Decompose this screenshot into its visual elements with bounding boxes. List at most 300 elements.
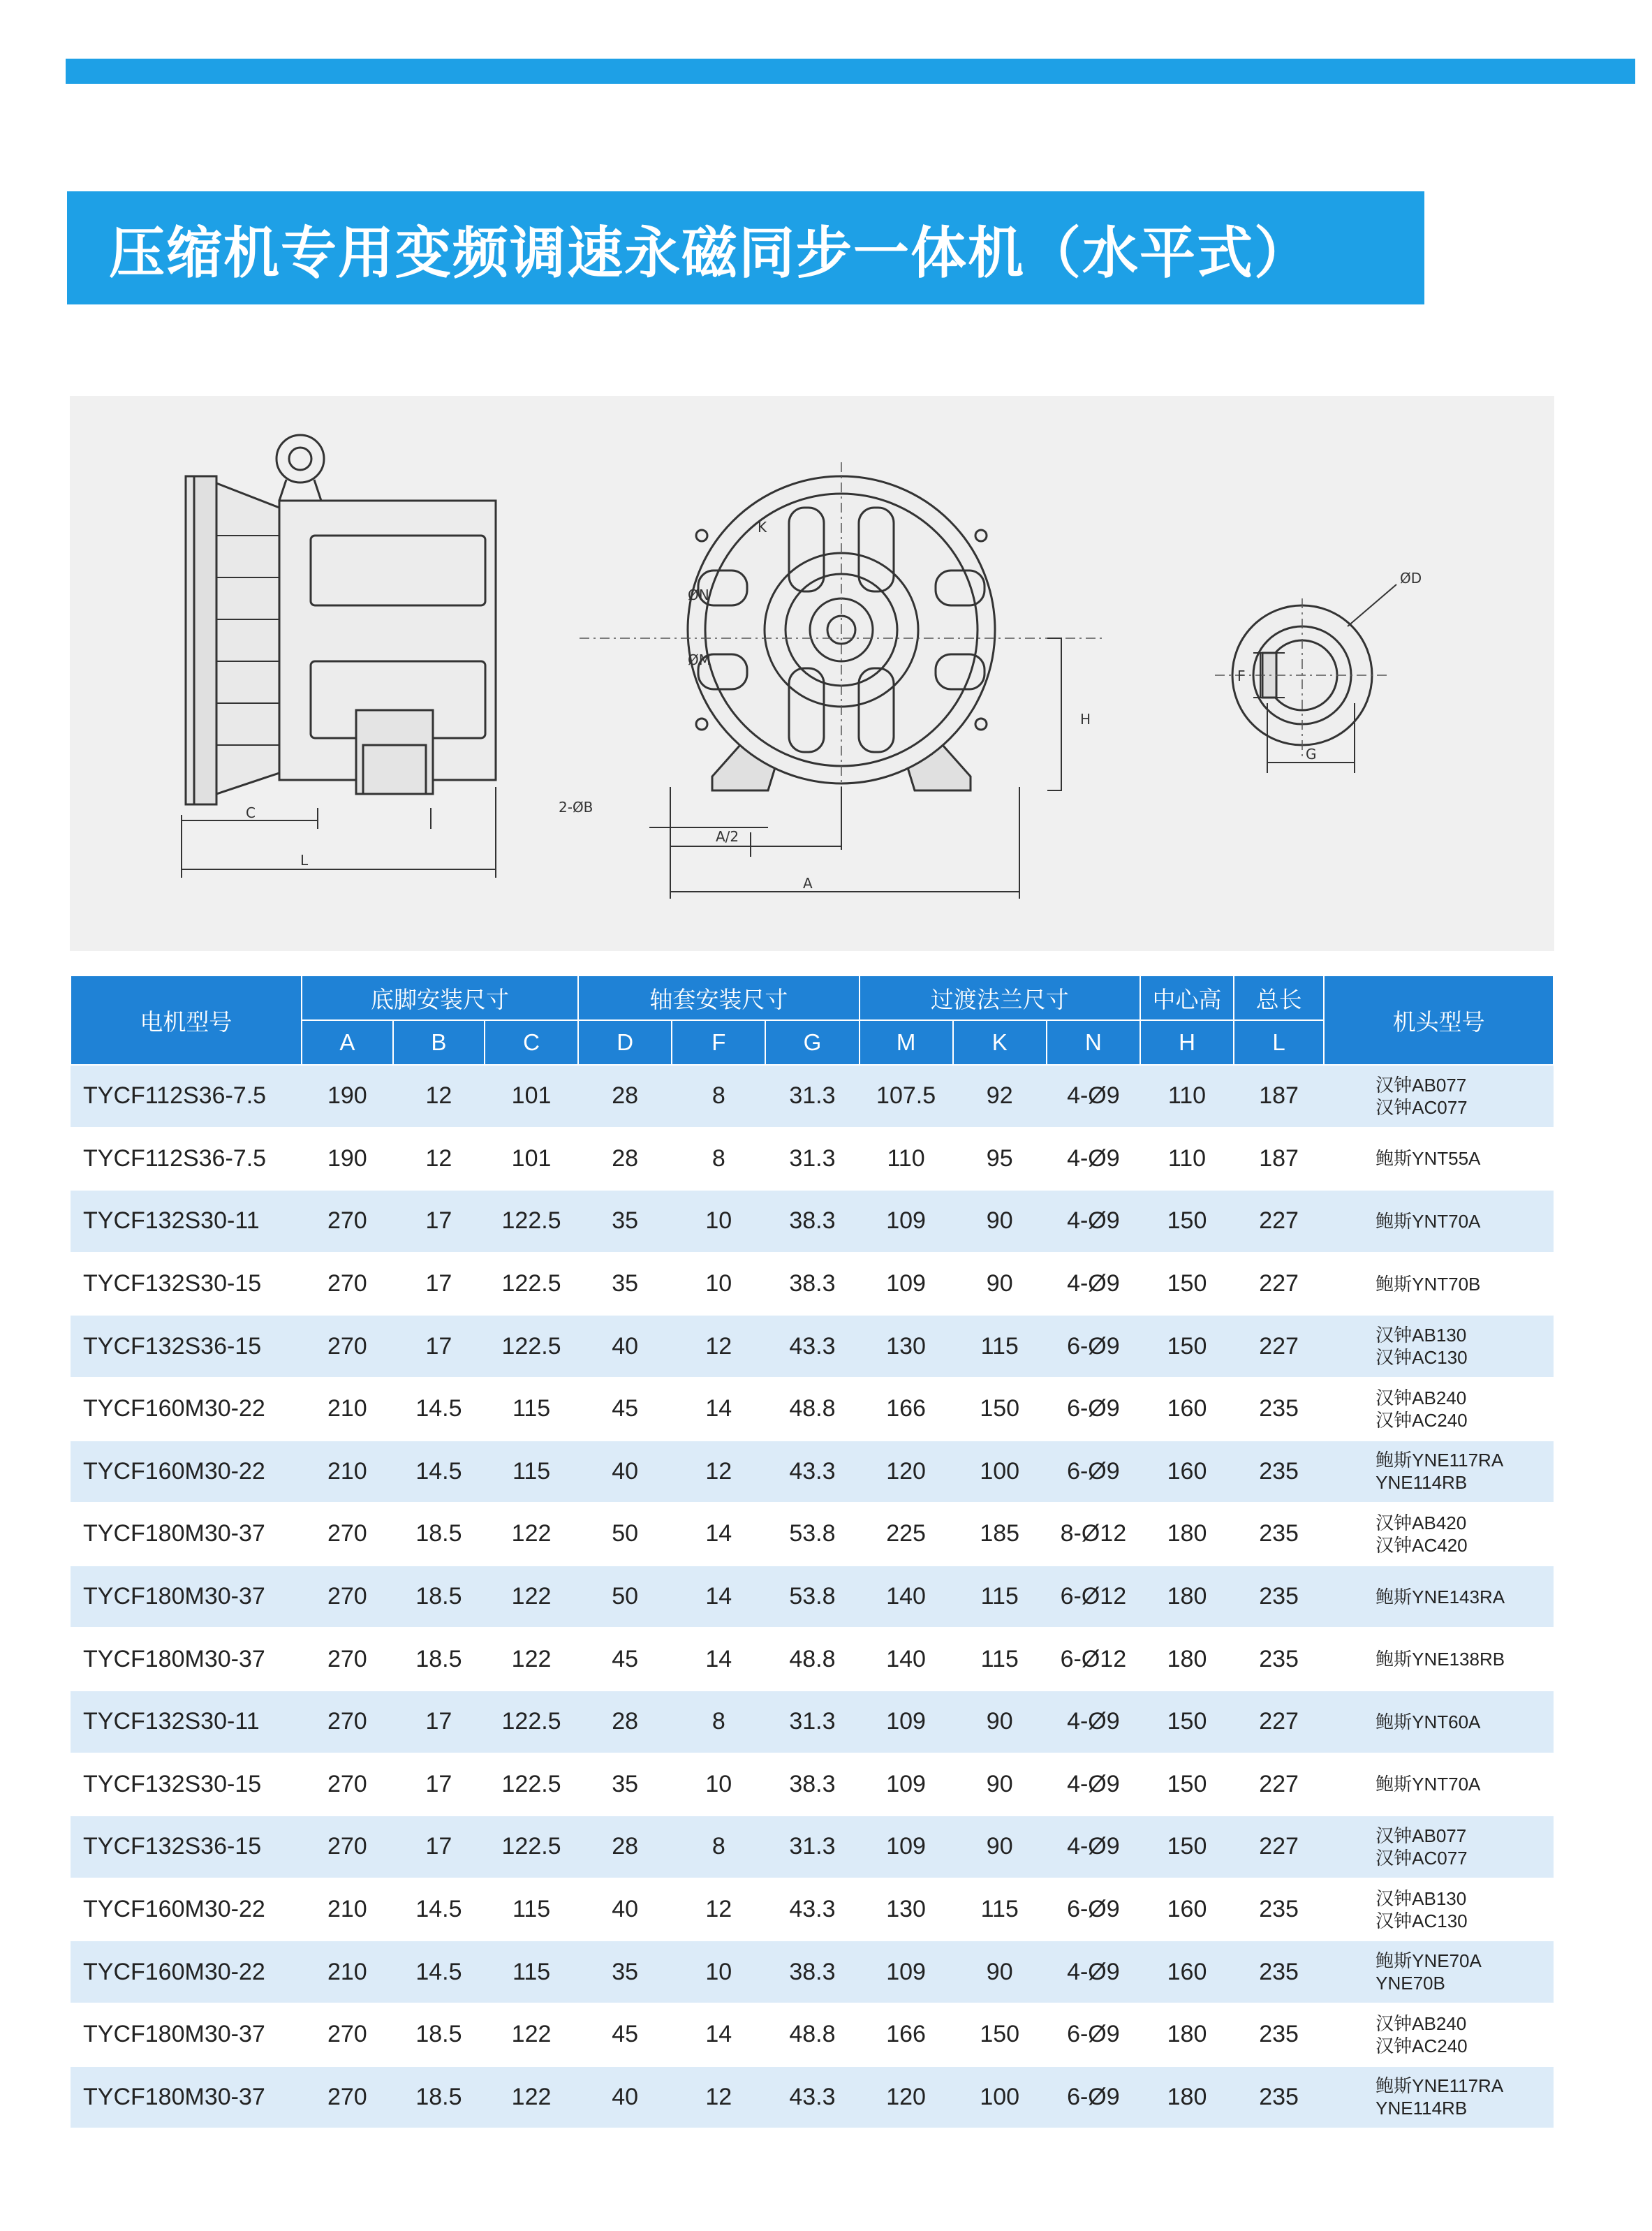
head-model-line: 汉钟AC240	[1376, 2035, 1468, 2056]
cell-a: 270	[302, 1503, 393, 1566]
cell-n: 8-Ø12	[1047, 1503, 1140, 1566]
cell-n: 6-Ø12	[1047, 1628, 1140, 1691]
cell-n: 6-Ø9	[1047, 2066, 1140, 2129]
cell-a: 270	[302, 1253, 393, 1316]
cell-head-model	[1324, 2003, 1554, 2066]
cell-b: 14.5	[393, 1941, 485, 2003]
cell-m: 166	[860, 2003, 953, 2066]
cell-n: 4-Ø9	[1047, 1190, 1140, 1253]
head-model-line: 汉钟AC077	[1376, 1096, 1468, 1118]
cell-b: 14.5	[393, 1378, 485, 1441]
page-title: 压缩机专用变频调速永磁同步一体机（水平式）	[67, 191, 1424, 304]
dim-label-f: F	[1237, 668, 1246, 684]
cell-model: TYCF132S30-15	[71, 1753, 302, 1816]
dim-label-half-a: A/2	[716, 828, 739, 845]
cell-a: 270	[302, 1691, 393, 1753]
cell-l: 235	[1234, 1941, 1324, 2003]
cell-c: 122	[485, 1503, 578, 1566]
cell-c: 122.5	[485, 1691, 578, 1753]
head-model-line: 鲍斯YNE117RA	[1376, 1450, 1504, 1471]
subheader-d: D	[578, 1020, 672, 1065]
cell-n: 4-Ø9	[1047, 1128, 1140, 1191]
table-row	[71, 1378, 1554, 1441]
cell-l: 187	[1234, 1128, 1324, 1191]
cell-a: 270	[302, 2066, 393, 2129]
cell-h: 160	[1140, 1378, 1234, 1441]
cell-k: 115	[953, 1878, 1047, 1941]
cell-k: 150	[953, 2003, 1047, 2066]
cell-b: 17	[393, 1816, 485, 1878]
cell-h: 160	[1140, 1941, 1234, 2003]
cell-m: 109	[860, 1190, 953, 1253]
dim-label-d: ØD	[1400, 570, 1422, 587]
table-row	[71, 1441, 1554, 1503]
cell-a: 210	[302, 1441, 393, 1503]
cell-g: 53.8	[765, 1566, 859, 1628]
cell-model: TYCF160M30-22	[71, 1378, 302, 1441]
cell-g: 43.3	[765, 1878, 859, 1941]
cell-k: 90	[953, 1691, 1047, 1753]
cell-a: 270	[302, 1753, 393, 1816]
cell-model: TYCF180M30-37	[71, 1566, 302, 1628]
head-model-line: 鲍斯YNE138RB	[1376, 1649, 1505, 1670]
head-model-line: 鲍斯YNE70A	[1376, 1950, 1482, 1972]
cell-l: 227	[1234, 1691, 1324, 1753]
cell-f: 10	[672, 1753, 765, 1816]
cell-d: 40	[578, 1441, 672, 1503]
cell-m: 140	[860, 1628, 953, 1691]
cell-h: 180	[1140, 2066, 1234, 2129]
table-row	[71, 1503, 1554, 1566]
cell-k: 115	[953, 1566, 1047, 1628]
dim-label-g: G	[1306, 746, 1317, 763]
table-row	[71, 1691, 1554, 1753]
cell-head-model	[1324, 1878, 1554, 1941]
cell-f: 8	[672, 1691, 765, 1753]
cell-h: 160	[1140, 1441, 1234, 1503]
cell-a: 270	[302, 1566, 393, 1628]
cell-d: 45	[578, 1378, 672, 1441]
cell-model: TYCF160M30-22	[71, 1441, 302, 1503]
cell-c: 122.5	[485, 1253, 578, 1316]
cell-model: TYCF132S30-15	[71, 1253, 302, 1316]
cell-c: 122.5	[485, 1315, 578, 1378]
cell-head-model	[1324, 2066, 1554, 2129]
cell-model: TYCF132S36-15	[71, 1816, 302, 1878]
cell-g: 43.3	[765, 2066, 859, 2129]
cell-l: 227	[1234, 1315, 1324, 1378]
cell-a: 210	[302, 1941, 393, 2003]
cell-model: TYCF160M30-22	[71, 1878, 302, 1941]
head-model-line: 汉钟AB077	[1376, 1825, 1467, 1846]
cell-m: 109	[860, 1753, 953, 1816]
cell-g: 31.3	[765, 1816, 859, 1878]
cell-model: TYCF180M30-37	[71, 2003, 302, 2066]
cell-l: 227	[1234, 1816, 1324, 1878]
cell-c: 115	[485, 1941, 578, 2003]
cell-a: 270	[302, 1190, 393, 1253]
cell-head-model	[1324, 1378, 1554, 1441]
cell-k: 185	[953, 1503, 1047, 1566]
cell-d: 50	[578, 1566, 672, 1628]
cell-model: TYCF160M30-22	[71, 1941, 302, 2003]
cell-m: 130	[860, 1878, 953, 1941]
spec-table	[70, 975, 1554, 2129]
head-model-line: 汉钟AB130	[1376, 1887, 1467, 1909]
cell-l: 235	[1234, 2066, 1324, 2129]
cell-head-model	[1324, 1441, 1554, 1503]
table-row	[71, 1065, 1554, 1128]
cell-m: 110	[860, 1128, 953, 1191]
cell-k: 115	[953, 1315, 1047, 1378]
cell-model: TYCF180M30-37	[71, 1503, 302, 1566]
cell-m: 140	[860, 1566, 953, 1628]
subheader-b: B	[393, 1020, 485, 1065]
technical-drawing	[70, 396, 1554, 951]
cell-d: 28	[578, 1816, 672, 1878]
table-row	[71, 1878, 1554, 1941]
cell-head-model	[1324, 1065, 1554, 1128]
side-dimensions	[182, 787, 496, 878]
cell-k: 90	[953, 1816, 1047, 1878]
cell-b: 17	[393, 1753, 485, 1816]
cell-f: 12	[672, 1878, 765, 1941]
cell-l: 235	[1234, 1378, 1324, 1441]
cell-l: 227	[1234, 1753, 1324, 1816]
header-head-model: 机头型号	[1324, 975, 1554, 1065]
head-model-line: YNE70B	[1376, 1973, 1445, 1994]
head-model-line: 汉钟AB130	[1376, 1325, 1467, 1346]
cell-k: 115	[953, 1628, 1047, 1691]
cell-h: 150	[1140, 1190, 1234, 1253]
cell-k: 100	[953, 1441, 1047, 1503]
cell-c: 122.5	[485, 1753, 578, 1816]
cell-d: 40	[578, 1878, 672, 1941]
header-flange: 过渡法兰尺寸	[860, 975, 1140, 1020]
cell-head-model	[1324, 1128, 1554, 1191]
dim-label-h: H	[1080, 711, 1091, 728]
top-accent-bar	[66, 59, 1635, 84]
table-row	[71, 1253, 1554, 1316]
header-shaft: 轴套安装尺寸	[578, 975, 859, 1020]
cell-l: 235	[1234, 1441, 1324, 1503]
cell-k: 90	[953, 1190, 1047, 1253]
dim-label-n: ØN	[688, 587, 709, 603]
cell-head-model	[1324, 1253, 1554, 1316]
cell-d: 45	[578, 2003, 672, 2066]
head-model-line: 汉钟AC077	[1376, 1847, 1468, 1869]
cell-h: 150	[1140, 1753, 1234, 1816]
cell-head-model	[1324, 1566, 1554, 1628]
cell-m: 109	[860, 1691, 953, 1753]
dim-label-m: ØM	[688, 651, 711, 668]
cell-n: 6-Ø9	[1047, 1378, 1140, 1441]
cell-a: 210	[302, 1378, 393, 1441]
cell-head-model	[1324, 1816, 1554, 1878]
cell-f: 10	[672, 1253, 765, 1316]
cell-d: 45	[578, 1628, 672, 1691]
cell-f: 12	[672, 1441, 765, 1503]
subheader-k: K	[953, 1020, 1047, 1065]
cell-b: 18.5	[393, 2066, 485, 2129]
head-model-line: 鲍斯YNT70A	[1376, 1774, 1481, 1795]
cell-head-model	[1324, 1753, 1554, 1816]
cell-k: 100	[953, 2066, 1047, 2129]
cell-d: 50	[578, 1503, 672, 1566]
cell-g: 31.3	[765, 1128, 859, 1191]
cell-c: 115	[485, 1878, 578, 1941]
cell-n: 4-Ø9	[1047, 1816, 1140, 1878]
table-row	[71, 1941, 1554, 2003]
cell-g: 48.8	[765, 2003, 859, 2066]
cell-model: TYCF112S36-7.5	[71, 1128, 302, 1191]
cell-head-model	[1324, 1691, 1554, 1753]
cell-model: TYCF112S36-7.5	[71, 1065, 302, 1128]
head-model-line: 汉钟AC130	[1376, 1910, 1468, 1931]
cell-a: 210	[302, 1878, 393, 1941]
cell-c: 122	[485, 2066, 578, 2129]
cell-g: 53.8	[765, 1503, 859, 1566]
cell-c: 101	[485, 1128, 578, 1191]
cell-a: 270	[302, 1628, 393, 1691]
cell-h: 150	[1140, 1315, 1234, 1378]
head-model-line: 汉钟AC240	[1376, 1409, 1468, 1431]
cell-n: 4-Ø9	[1047, 1253, 1140, 1316]
cell-m: 130	[860, 1315, 953, 1378]
cell-head-model	[1324, 1941, 1554, 2003]
cell-k: 90	[953, 1941, 1047, 2003]
subheader-n: N	[1047, 1020, 1140, 1065]
cell-n: 4-Ø9	[1047, 1941, 1140, 2003]
cell-h: 160	[1140, 1878, 1234, 1941]
cell-head-model	[1324, 1628, 1554, 1691]
cell-b: 17	[393, 1691, 485, 1753]
cell-b: 14.5	[393, 1441, 485, 1503]
cell-n: 6-Ø12	[1047, 1566, 1140, 1628]
head-model-line: 鲍斯YNE117RA	[1376, 2075, 1504, 2097]
cell-b: 18.5	[393, 1503, 485, 1566]
cell-f: 14	[672, 1503, 765, 1566]
cell-f: 14	[672, 1378, 765, 1441]
cell-c: 115	[485, 1378, 578, 1441]
head-model-line: YNE114RB	[1376, 2098, 1468, 2119]
cell-m: 109	[860, 1941, 953, 2003]
subheader-m: M	[860, 1020, 953, 1065]
dim-label-c: C	[246, 804, 256, 821]
cell-h: 150	[1140, 1816, 1234, 1878]
cell-m: 120	[860, 1441, 953, 1503]
table-row	[71, 1816, 1554, 1878]
cell-m: 166	[860, 1378, 953, 1441]
cell-k: 92	[953, 1065, 1047, 1128]
cell-k: 95	[953, 1128, 1047, 1191]
cell-c: 122.5	[485, 1816, 578, 1878]
cell-head-model	[1324, 1315, 1554, 1378]
cell-l: 187	[1234, 1065, 1324, 1128]
header-center-height: 中心高	[1140, 975, 1234, 1020]
cell-n: 6-Ø9	[1047, 1878, 1140, 1941]
cell-f: 8	[672, 1065, 765, 1128]
cell-b: 17	[393, 1315, 485, 1378]
subheader-c: C	[485, 1020, 578, 1065]
cell-b: 18.5	[393, 1628, 485, 1691]
subheader-a: A	[302, 1020, 393, 1065]
cell-b: 17	[393, 1253, 485, 1316]
cell-model: TYCF132S30-11	[71, 1190, 302, 1253]
cell-b: 18.5	[393, 2003, 485, 2066]
cell-l: 235	[1234, 1628, 1324, 1691]
table-row	[71, 1128, 1554, 1191]
cell-f: 8	[672, 1816, 765, 1878]
head-model-line: 汉钟AB077	[1376, 1074, 1467, 1096]
cell-l: 235	[1234, 2003, 1324, 2066]
cell-model: TYCF180M30-37	[71, 1628, 302, 1691]
cell-h: 110	[1140, 1065, 1234, 1128]
dim-label-l: L	[300, 852, 309, 869]
cell-b: 14.5	[393, 1878, 485, 1941]
cell-g: 43.3	[765, 1441, 859, 1503]
cell-d: 35	[578, 1753, 672, 1816]
cell-h: 180	[1140, 1566, 1234, 1628]
cell-f: 14	[672, 2003, 765, 2066]
cell-c: 115	[485, 1441, 578, 1503]
cell-n: 4-Ø9	[1047, 1691, 1140, 1753]
cell-h: 180	[1140, 1503, 1234, 1566]
cell-k: 90	[953, 1253, 1047, 1316]
cell-m: 225	[860, 1503, 953, 1566]
cell-n: 6-Ø9	[1047, 1315, 1140, 1378]
cell-d: 28	[578, 1128, 672, 1191]
cell-m: 107.5	[860, 1065, 953, 1128]
table-row	[71, 1628, 1554, 1691]
cell-head-model	[1324, 1503, 1554, 1566]
table-body	[71, 1065, 1554, 2128]
table-row	[71, 1190, 1554, 1253]
cell-c: 122	[485, 1566, 578, 1628]
subheader-g: G	[765, 1020, 859, 1065]
cell-l: 235	[1234, 1878, 1324, 1941]
drawing-svg	[70, 396, 1554, 951]
head-model-line: 鲍斯YNT55A	[1376, 1148, 1481, 1170]
cell-model: TYCF180M30-37	[71, 2066, 302, 2129]
cell-m: 109	[860, 1816, 953, 1878]
head-model-line: 汉钟AC130	[1376, 1347, 1468, 1369]
cell-g: 38.3	[765, 1190, 859, 1253]
cell-n: 4-Ø9	[1047, 1753, 1140, 1816]
table-row	[71, 2066, 1554, 2129]
cell-m: 109	[860, 1253, 953, 1316]
table-group-header-row	[71, 975, 1554, 1020]
cell-l: 235	[1234, 1566, 1324, 1628]
cell-f: 12	[672, 1315, 765, 1378]
head-model-line: 鲍斯YNE143RA	[1376, 1586, 1505, 1607]
dim-label-a: A	[803, 875, 813, 892]
side-view	[186, 435, 496, 804]
cell-g: 38.3	[765, 1253, 859, 1316]
cell-m: 120	[860, 2066, 953, 2129]
cell-model: TYCF132S36-15	[71, 1315, 302, 1378]
subheader-f: F	[672, 1020, 765, 1065]
cell-head-model	[1324, 1190, 1554, 1253]
cell-d: 40	[578, 1315, 672, 1378]
cell-d: 35	[578, 1190, 672, 1253]
cell-c: 122	[485, 1628, 578, 1691]
dim-label-hole: 2-ØB	[559, 799, 593, 816]
cell-l: 227	[1234, 1190, 1324, 1253]
cell-g: 48.8	[765, 1628, 859, 1691]
cell-h: 110	[1140, 1128, 1234, 1191]
header-total-length: 总长	[1234, 975, 1324, 1020]
cell-n: 4-Ø9	[1047, 1065, 1140, 1128]
table-row	[71, 2003, 1554, 2066]
cell-d: 40	[578, 2066, 672, 2129]
cell-f: 10	[672, 1941, 765, 2003]
cell-g: 43.3	[765, 1315, 859, 1378]
cell-model: TYCF132S30-11	[71, 1691, 302, 1753]
head-model-line: YNE114RB	[1376, 1472, 1468, 1494]
cell-c: 122.5	[485, 1190, 578, 1253]
cell-b: 12	[393, 1128, 485, 1191]
cell-b: 18.5	[393, 1566, 485, 1628]
subheader-l: L	[1234, 1020, 1324, 1065]
head-model-line: 鲍斯YNT70B	[1376, 1273, 1481, 1295]
cell-a: 270	[302, 2003, 393, 2066]
cell-b: 12	[393, 1065, 485, 1128]
cell-a: 190	[302, 1128, 393, 1191]
table-row	[71, 1753, 1554, 1816]
cell-g: 31.3	[765, 1065, 859, 1128]
head-model-line: 汉钟AB420	[1376, 1512, 1467, 1533]
cell-d: 28	[578, 1065, 672, 1128]
cell-f: 10	[672, 1190, 765, 1253]
cell-h: 180	[1140, 1628, 1234, 1691]
cell-a: 190	[302, 1065, 393, 1128]
subheader-h: H	[1140, 1020, 1234, 1065]
cell-b: 17	[393, 1190, 485, 1253]
cell-k: 150	[953, 1378, 1047, 1441]
cell-g: 38.3	[765, 1941, 859, 2003]
cell-a: 270	[302, 1816, 393, 1878]
cell-g: 31.3	[765, 1691, 859, 1753]
cell-n: 6-Ø9	[1047, 2003, 1140, 2066]
head-model-line: 汉钟AC420	[1376, 1534, 1468, 1556]
dim-label-k: K	[758, 519, 767, 536]
cell-c: 122	[485, 2003, 578, 2066]
table-row	[71, 1315, 1554, 1378]
header-model: 电机型号	[71, 975, 302, 1065]
cell-a: 270	[302, 1315, 393, 1378]
table-row	[71, 1566, 1554, 1628]
head-model-line: 鲍斯YNT70A	[1376, 1210, 1481, 1232]
cell-f: 14	[672, 1628, 765, 1691]
cell-l: 235	[1234, 1503, 1324, 1566]
head-model-line: 鲍斯YNT60A	[1376, 1711, 1481, 1732]
cell-h: 180	[1140, 2003, 1234, 2066]
cell-h: 150	[1140, 1253, 1234, 1316]
cell-d: 35	[578, 1941, 672, 2003]
head-model-line: 汉钟AB240	[1376, 2012, 1467, 2034]
head-model-line: 汉钟AB240	[1376, 1387, 1467, 1408]
cell-f: 14	[672, 1566, 765, 1628]
cell-g: 48.8	[765, 1378, 859, 1441]
cell-g: 38.3	[765, 1753, 859, 1816]
header-foot: 底脚安装尺寸	[302, 975, 578, 1020]
cell-n: 6-Ø9	[1047, 1441, 1140, 1503]
cell-f: 12	[672, 2066, 765, 2129]
cell-f: 8	[672, 1128, 765, 1191]
cell-h: 150	[1140, 1691, 1234, 1753]
cell-d: 35	[578, 1253, 672, 1316]
